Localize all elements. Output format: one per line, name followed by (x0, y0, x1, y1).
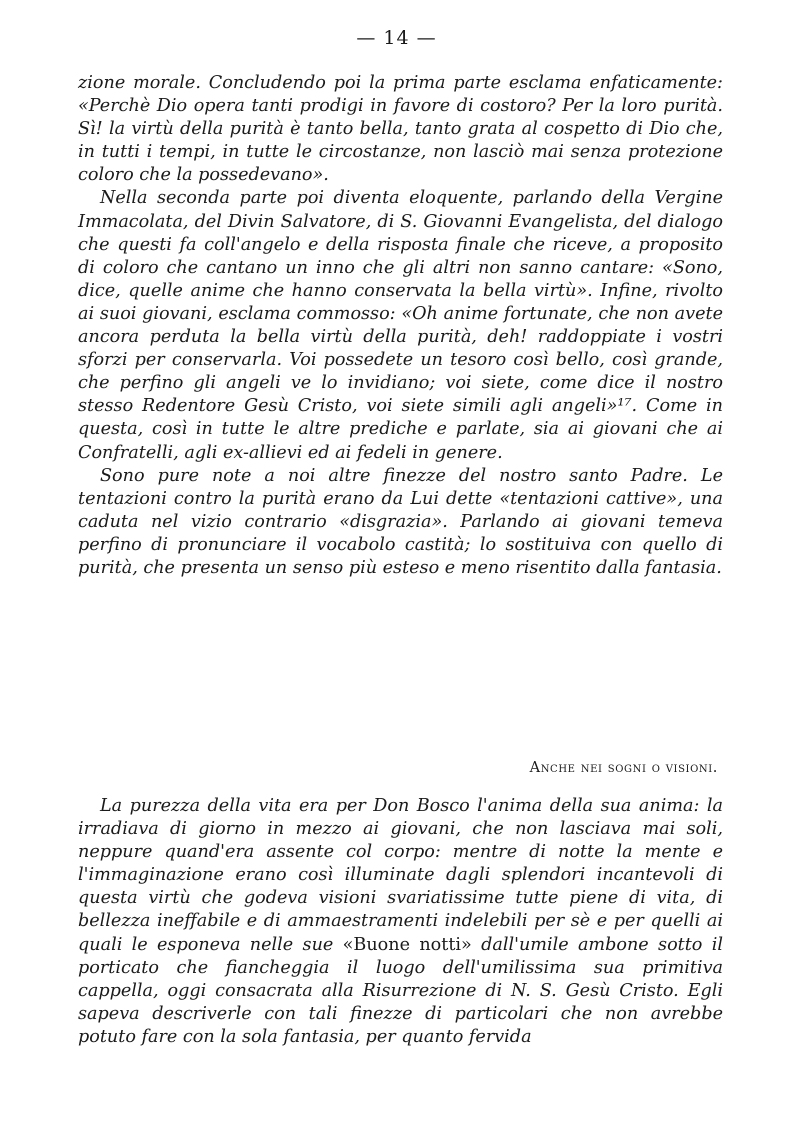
paragraph (78, 795, 723, 1049)
section-heading: Anche nei sogni o visioni. (529, 760, 718, 776)
paragraph: Nella seconda parte poi diventa eloquente, parlando della Vergine Immacolata, del Divin Salvatore, di S. Giovanni Evangelista, del dialogo che questi fa coll'angelo e della risposta finale che riceve, a proposito di coloro che cantano un inno che gli altri non sanno cantare: «Sono, dice, quelle anime che hanno conservata la bella virtù». Infine, rivolto ai suoi giovani, esclama commosso: «Oh anime fortunate, che non avete ancora perduta la bella virtù della purità, deh! raddoppiate i vostri sforzi per conservarla. Voi possedete un tesoro così bello, così grande, che perfino gli angeli ve lo invidiano; voi siete, come dice il nostro stesso Redentore Gesù Cristo, voi siete simili agli angeli»¹⁷. Come in questa, così in tutte le altre prediche e parlate, sia ai giovani che ai Confratelli, agli ex-allievi ed ai fedeli in genere. (78, 188, 723, 463)
page-number: — 14 — (356, 27, 437, 49)
paragraph: zione morale. Concludendo poi la prima parte esclama enfaticamente: «Perchè Dio opera tanti prodigi in favore di costoro? Per la loro purità. Sì! la virtù della purità è tanto bella, tanto grata al cospetto di Dio che, in tutti i tempi, in tutte le circostanze, non lasciò mai senza protezione coloro che la possedevano». (78, 73, 723, 186)
paragraph-text: dall'umile ambone sotto il porticato che fiancheggia il luogo dell'umilissima sua primitiva cappella, oggi consacrata alla Risurrezione di N. S. Gesù Cristo. Egli sapeva descriverle con tali finezze di particolari che non avrebbe potuto fare con la sola fantasia, per quanto fervida (78, 934, 723, 1047)
paragraph-text: La purezza della vita era per Don Bosco l'anima della sua anima: la irradiava di giorno in mezzo ai giovani, che non lasciava mai soli, neppure quand'era assente col corpo: mentre di notte la mente e l'immaginazione erano così illuminate dagli splendori incantevoli di questa virtù che godeva visioni svariatissime tutte piene di vita, di bellezza ineffabile e di ammaestramenti indelebili per sè e per quelli ai quali le esponeva nelle sue (78, 796, 723, 955)
body-text-top (78, 72, 723, 580)
paragraph: Sono pure note a noi altre finezze del nostro santo Padre. Le tentazioni contro la purità erano da Lui dette «tentazioni cattive», una caduta nel vizio contrario «disgrazia». Parlando ai giovani temeva perfino di pronunciare il vocabolo castità; lo sostituiva con quello di purità, che presenta un senso più esteso e meno risentito dalla fantasia. (78, 465, 723, 578)
body-text-bottom (78, 795, 723, 1049)
quoted-term: «Buone notti» (342, 934, 472, 955)
